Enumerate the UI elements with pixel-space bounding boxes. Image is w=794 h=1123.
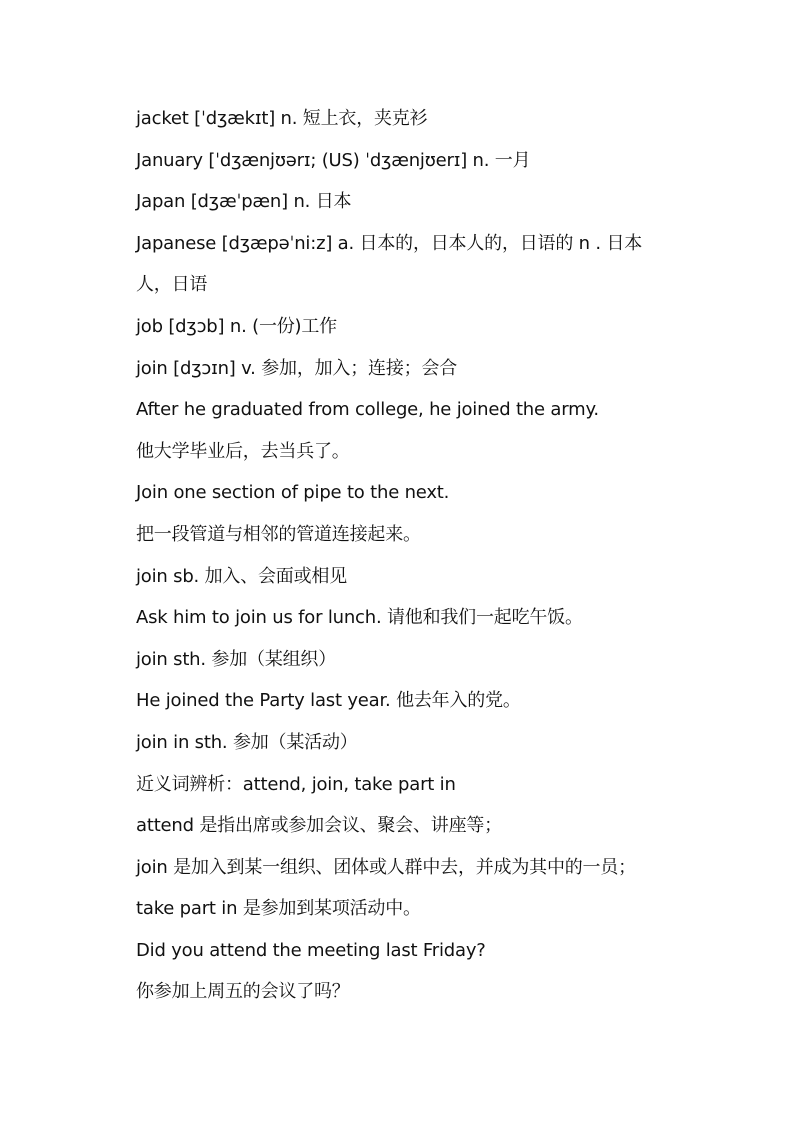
synonym-attend: attend 是指出席或参加会议、聚会、讲座等； — [136, 815, 502, 837]
document-body — [136, 104, 676, 1019]
example-sentence: He joined the Party last year. 他去年入的党。 — [136, 690, 521, 712]
example-sentence: Did you attend the meeting last Friday? — [136, 939, 486, 961]
synonym-take-part-in: take part in 是参加到某项活动中。 — [136, 898, 421, 920]
entry-job: job [dʒɔb] n. (一份)工作 — [136, 315, 337, 337]
entry-january: January [ˈdʒænjʊərɪ; (US) ˈdʒænjʊerɪ] n. 一月 — [136, 149, 531, 171]
example-translation: 把一段管道与相邻的管道连接起来。 — [136, 523, 421, 545]
entry-japanese: Japanese [dʒæpəˈni:z] a. 日本的，日本人的，日语的 n . 日本 — [136, 232, 643, 254]
entry-japan: Japan [dʒæˈpæn] n. 日本 — [136, 191, 352, 213]
entry-japanese-continued: 人，日语 — [136, 274, 208, 296]
usage-join-sb: join sb. 加入、会面或相见 — [136, 565, 347, 587]
example-sentence: After he graduated from college, he joined the army. — [136, 399, 599, 421]
synonym-join: join 是加入到某一组织、团体或人群中去，并成为其中的一员； — [136, 856, 636, 878]
entry-jacket: jacket [ˈdʒækɪt] n. 短上衣，夹克衫 — [136, 108, 428, 129]
example-translation: 你参加上周五的会议了吗？ — [136, 981, 350, 1003]
example-translation: 他大学毕业后，去当兵了。 — [136, 440, 350, 462]
usage-join-sth: join sth. 参加（某组织） — [136, 648, 337, 670]
usage-join-in-sth: join in sth. 参加（某活动） — [136, 731, 358, 753]
example-sentence: Join one section of pipe to the next. — [136, 482, 450, 504]
synonym-heading: 近义词辨析：attend, join, take part in — [136, 773, 456, 795]
example-sentence: Ask him to join us for lunch. 请他和我们一起吃午饭。 — [136, 607, 583, 629]
entry-join: join [dʒɔɪn] v. 参加，加入；连接；会合 — [136, 357, 458, 379]
